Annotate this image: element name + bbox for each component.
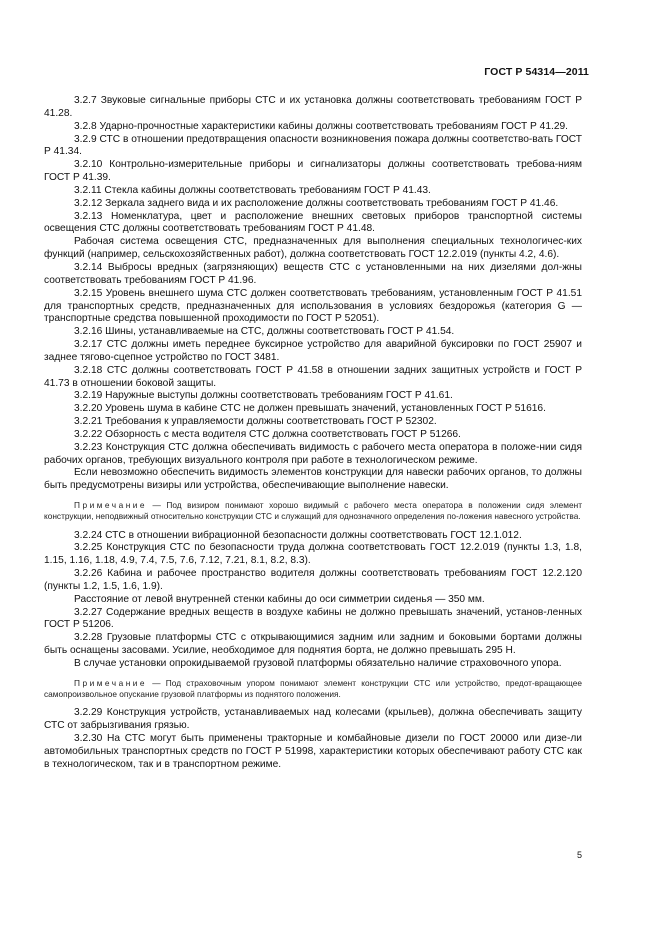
clause-3-2-24: 3.2.24 СТС в отношении вибрационной безопасности должны соответствовать ГОСТ 12.1.012. <box>74 529 522 541</box>
clause-3-2-10: 3.2.10 Контрольно-измерительные приборы и сигнализаторы должны соответствовать требова-ниям ГОСТ Р 41.39. <box>44 159 582 184</box>
document-body <box>44 95 582 771</box>
clause-3-2-23: 3.2.23 Конструкция СТС должна обеспечивать видимость с рабочего места оператора в положе-нии сидя рабочих органов, требующих визуального контроля при работе в технологическом режиме. <box>44 441 582 466</box>
clause-3-2-22: 3.2.22 Обзорность с места водителя СТС должна соответствовать ГОСТ Р 51266. <box>74 428 461 440</box>
clause-3-2-28: 3.2.28 Грузовые платформы СТС с открывающимися задним или задним и боковыми бортами должны быть оснащены засовами. Усилие, необходимое для поднятия борта, не должно превышать 295 Н. <box>44 632 582 657</box>
note-text: — Под визиром понимают хорошо видимый с рабочего места оператора в положении сидя элемент конструкции, неподвижный относительно конструкции СТС и служащий для однозначного определения по-ложения навесного устройства. <box>44 500 582 522</box>
document-header <box>44 66 589 78</box>
note-visor <box>44 500 582 522</box>
note-label: Примечание <box>74 500 148 511</box>
note-label: Примечание <box>74 677 148 688</box>
note-safety-stop <box>44 678 582 700</box>
clause-3-2-17: 3.2.17 СТС должны иметь переднее буксирное устройство для аварийной буксировки по ГОСТ 25907 и заднее тягово-сцепное устройство по ГОСТ 3481. <box>44 339 582 363</box>
clause-3-2-20: 3.2.20 Уровень шума в кабине СТС не должен превышать значений, установленных ГОСТ Р 51616. <box>74 403 546 415</box>
note-text: — Под страховочным упором понимают элемент конструкции СТС или устройство, предот-вращающее самопроизвольное опускание грузовой платформы из поднятого положения. <box>44 677 582 700</box>
clause-3-2-26: 3.2.26 Кабина и рабочее пространство водителя должны соответствовать требованиям ГОСТ 12.2.120 (пункты 1.2, 1.5, 1.6, 1.9). <box>44 568 582 592</box>
standard-number: ГОСТ Р 54314—2011 <box>484 66 589 78</box>
clause-3-2-13: 3.2.13 Номенклатура, цвет и расположение внешних световых приборов транспортной системы освещения СТС должны соответствовать требованиям ГОСТ Р 41.48. <box>44 210 582 235</box>
section-a <box>44 95 582 493</box>
page-number: 5 <box>576 850 582 860</box>
clause-3-2-12: 3.2.12 Зеркала заднего вида и их расположение должны соответствовать требованиям ГОСТ Р 41.46. <box>74 197 559 209</box>
clause-3-2-18: 3.2.18 СТС должны соответствовать ГОСТ Р 41.58 в отношении задних защитных устройств и ГОСТ Р 41.73 в отношении боковой защиты. <box>44 364 582 389</box>
clause-3-2-16: 3.2.16 Шины, устанавливаемые на СТС, должны соответствовать ГОСТ Р 41.54. <box>74 326 455 338</box>
clause-3-2-30: 3.2.30 На СТС могут быть применены тракторные и комбайновые дизели по ГОСТ 20000 или дизе-ли автомобильных транспортных средств по ГОСТ Р 51998, характеристики которых обеспечивают работу СТС как в технологическом, так и в транспортном режиме. <box>44 732 582 770</box>
clause-3-2-28-continuation: В случае установки опрокидываемой грузовой платформы обязательно наличие страховочного упора. <box>74 658 562 669</box>
clause-3-2-14: 3.2.14 Выбросы вредных (загрязняющих) веществ СТС с установленными на них дизелями дол-жны соответствовать требованиям ГОСТ Р 41.96. <box>44 261 582 286</box>
clause-3-2-23-continuation: Если невозможно обеспечить видимость элементов конструкции для навески рабочих органов, то должны быть предусмотрены визиры или устройства, обеспечивающие выполнение навески. <box>44 467 582 492</box>
section-c <box>44 707 582 771</box>
clause-3-2-9: 3.2.9 СТС в отношении предотвращения опасности возникновения пожара должны соответство-вать ГОСТ Р 41.34. <box>44 133 582 158</box>
spacer <box>44 523 582 530</box>
section-b <box>44 530 582 671</box>
clause-3-2-7: 3.2.7 Звуковые сигнальные приборы СТС и их установка должны соответствовать требованиям ГОСТ Р 41.28. <box>44 95 582 119</box>
clause-3-2-13-continuation: Рабочая система освещения СТС, предназначенных для выполнения специальных технологичес-ких функций (например, сельскохозяйственных работ), должна соответствовать ГОСТ 12.2.019 (пункты 4.2, 4.6). <box>44 236 582 261</box>
clause-3-2-29: 3.2.29 Конструкция устройств, устанавливаемых над колесами (крыльев), должна обеспечивать защиту СТС от забрызгивания грязью. <box>44 707 582 732</box>
clause-3-2-15: 3.2.15 Уровень внешнего шума СТС должен соответствовать требованиям, установленным ГОСТ Р 41.51 для транспортных средств, предназначенных для использования в условиях бездорожья (категория G — транспортные средства повышенной проходимости по ГОСТ Р 52051). <box>44 287 582 325</box>
clause-3-2-27: 3.2.27 Содержание вредных веществ в воздухе кабины не должно превышать значений, установ-ленных ГОСТ Р 51206. <box>44 606 582 631</box>
clause-3-2-11: 3.2.11 Стекла кабины должны соответствовать требованиям ГОСТ Р 41.43. <box>74 184 431 196</box>
clause-3-2-21: 3.2.21 Требования к управляемости должны соответствовать ГОСТ Р 52302. <box>74 416 437 428</box>
clause-3-2-26-continuation: Расстояние от левой внутренней стенки кабины до оси симметрии сиденья — 350 мм. <box>74 593 485 605</box>
clause-3-2-25: 3.2.25 Конструкция СТС по безопасности труда должна соответствовать ГОСТ 12.2.019 (пункты 1.3, 1.8, 1.15, 1.16, 1.18, 4.9, 7.4, 7.5, 7.6, 7.12, 7.21, 8.1, 8.2, 8.3). <box>44 542 582 567</box>
spacer <box>44 671 582 678</box>
spacer <box>44 493 582 500</box>
clause-3-2-19: 3.2.19 Наружные выступы должны соответствовать требованиям ГОСТ Р 41.61. <box>74 390 453 402</box>
clause-3-2-8: 3.2.8 Ударно-прочностные характеристики кабины должны соответствовать требованиям ГОСТ Р 41.29. <box>74 120 569 132</box>
